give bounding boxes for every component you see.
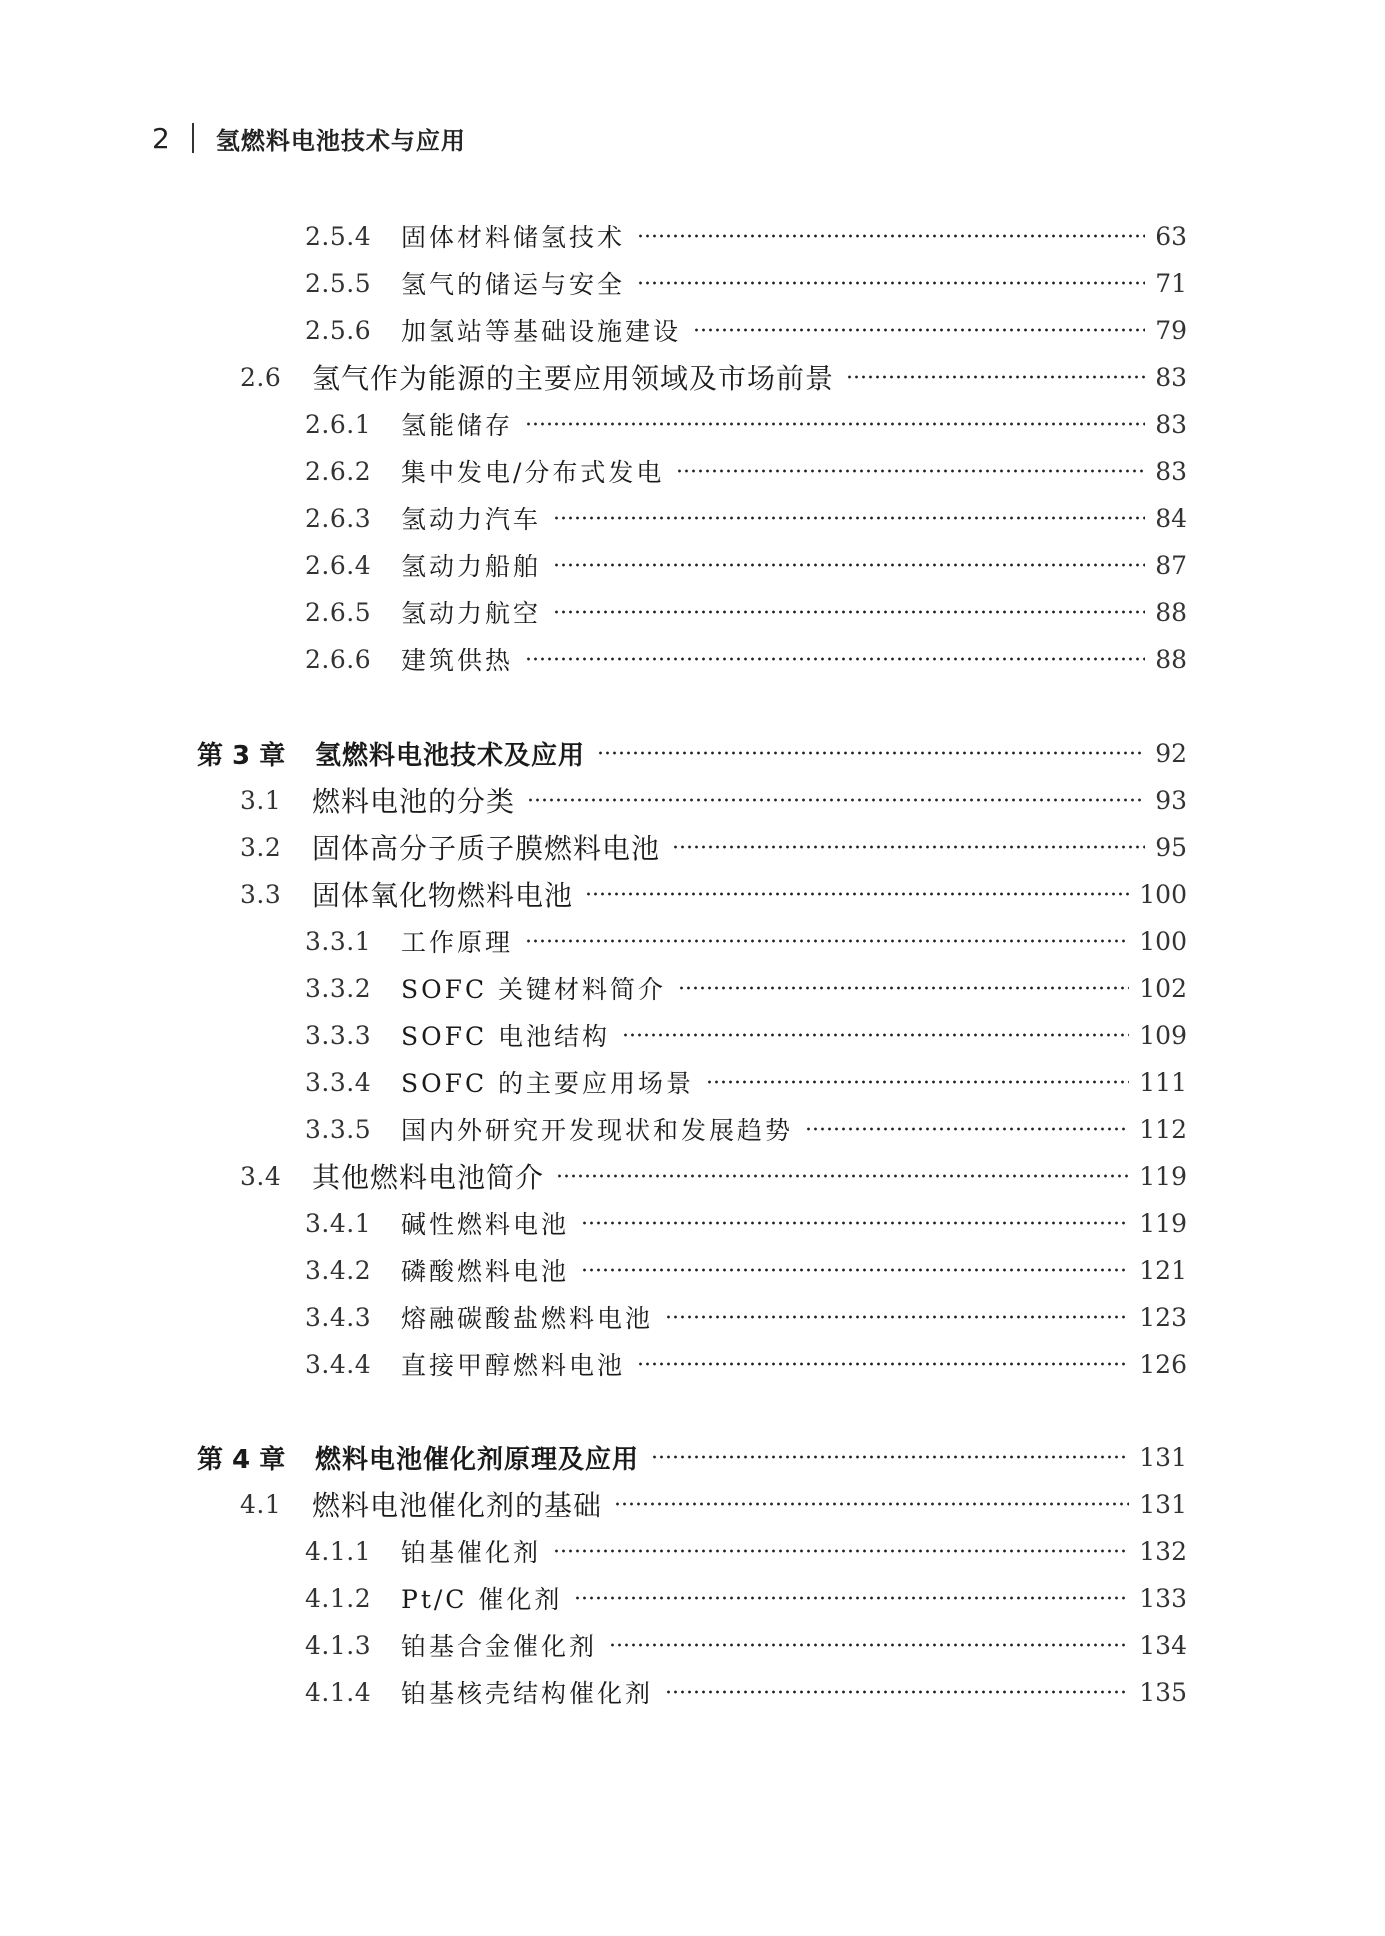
toc-entry-page: 135 [1139,1677,1187,1707]
toc-entry-page: 79 [1155,315,1187,345]
toc-entry-number: 2.5.4 [305,221,372,251]
dot-leader [525,656,1145,662]
toc-entry-number: 2.6.4 [305,550,372,580]
toc-entry-page: 93 [1155,785,1187,815]
running-header [152,118,466,158]
toc-entry-title: Pt/C 催化剂 [401,1585,563,1614]
toc-subsection-entry [305,968,1187,1008]
toc-section-entry [240,874,1187,914]
dot-leader [678,985,1129,991]
toc-entry-number: 4.1.2 [305,1583,372,1613]
toc-section-entry [240,1156,1187,1196]
toc-entry-page: 133 [1139,1583,1187,1613]
toc-entry-page: 87 [1155,550,1187,580]
toc-entry-page: 83 [1155,456,1187,486]
toc-entry-title: SOFC 电池结构 [401,1022,611,1051]
dot-leader [637,233,1145,239]
toc-entry-number: 第 3 章 [197,740,286,771]
toc-subsection-entry [305,498,1187,538]
dot-leader [651,1454,1129,1460]
toc-section-entry [240,827,1187,867]
dot-leader [637,1361,1129,1367]
toc-entry-page: 134 [1139,1630,1187,1660]
toc-entry-page: 112 [1139,1114,1187,1144]
toc-subsection-entry [305,1062,1187,1102]
toc-entry-page: 121 [1139,1255,1187,1285]
dot-leader [706,1079,1129,1085]
toc-entry-title: SOFC 关键材料简介 [401,975,667,1004]
toc-entry-number: 3.1 [240,785,282,815]
toc-entry-number: 3.3.3 [305,1020,372,1050]
toc-entry-number: 3.3 [240,879,282,909]
toc-subsection-entry [305,1672,1187,1712]
dot-leader [637,280,1145,286]
toc-entry-title: 固体材料储氢技术 [401,223,626,252]
toc-entry-title: 铂基核壳结构催化剂 [401,1679,654,1708]
toc-subsection-entry [305,451,1187,491]
toc-section-entry [240,357,1187,397]
toc-entry-number: 3.4.1 [305,1208,372,1238]
toc-section-entry [240,780,1187,820]
toc-entry-title: 熔融碳酸盐燃料电池 [401,1304,654,1333]
toc-entry-page: 100 [1139,926,1187,956]
toc-entry-number: 2.6.3 [305,503,372,533]
dot-leader [622,1032,1129,1038]
toc-entry-page: 126 [1139,1349,1187,1379]
toc-subsection-entry [305,310,1187,350]
toc-entry-title: 铂基合金催化剂 [401,1632,598,1661]
toc-entry-number: 3.3.2 [305,973,372,1003]
toc-entry-title: 建筑供热 [401,646,514,675]
dot-leader [665,1689,1129,1695]
toc-entry-title: 氢动力航空 [401,599,542,628]
dot-leader [527,797,1145,803]
toc-entry-number: 3.3.5 [305,1114,372,1144]
toc-entry-title: 燃料电池催化剂原理及应用 [315,1444,640,1475]
toc-entry-page: 131 [1139,1442,1187,1472]
toc-entry-number: 4.1.4 [305,1677,372,1707]
book-title: 氢燃料电池技术与应用 [215,126,466,155]
toc-entry-number: 2.6.6 [305,644,372,674]
toc-entry-title: 固体高分子质子膜燃料电池 [312,832,661,865]
toc-entry-title: 氢燃料电池技术及应用 [315,740,586,771]
dot-leader [556,1173,1129,1179]
toc-entry-title: 工作原理 [401,928,514,957]
page-number: 2 [152,121,170,155]
toc-entry-title: 氢动力船舶 [401,552,542,581]
toc-entry-page: 132 [1139,1536,1187,1566]
toc-subsection-entry [305,639,1187,679]
toc-entry-page: 95 [1155,832,1187,862]
toc-entry-page: 111 [1139,1067,1187,1097]
dot-leader [665,1314,1129,1320]
toc-entry-page: 131 [1139,1489,1187,1519]
dot-leader [525,938,1129,944]
toc-chapter-entry [197,733,1187,773]
toc-subsection-entry [305,545,1187,585]
toc-entry-page: 102 [1139,973,1187,1003]
toc-entry-page: 88 [1155,597,1187,627]
toc-entry-number: 3.3.1 [305,926,372,956]
dot-leader [574,1595,1129,1601]
toc-entry-number: 2.5.6 [305,315,372,345]
toc-entry-page: 83 [1155,362,1187,392]
toc-entry-page: 123 [1139,1302,1187,1332]
dot-leader [553,515,1145,521]
toc-entry-title: 其他燃料电池简介 [312,1161,545,1194]
dot-leader [553,562,1145,568]
toc-entry-page: 84 [1155,503,1187,533]
dot-leader [553,1548,1129,1554]
dot-leader [672,844,1145,850]
dot-leader [553,609,1145,615]
toc-entry-page: 92 [1155,738,1187,768]
toc-subsection-entry [305,1531,1187,1571]
toc-subsection-entry [305,1344,1187,1384]
dot-leader [846,374,1145,380]
toc-entry-number: 3.4 [240,1161,282,1191]
toc-entry-number: 4.1 [240,1489,282,1519]
dot-leader [581,1220,1129,1226]
dot-leader [581,1267,1129,1273]
header-divider [192,123,194,153]
dot-leader [693,327,1145,333]
toc-entry-number: 4.1.1 [305,1536,372,1566]
toc-entry-title: 燃料电池的分类 [312,785,516,818]
dot-leader [614,1501,1129,1507]
toc-entry-title: 国内外研究开发现状和发展趋势 [401,1116,794,1145]
toc-entry-number: 2.6.5 [305,597,372,627]
toc-subsection-entry [305,1203,1187,1243]
toc-subsection-entry [305,1625,1187,1665]
toc-entry-page: 88 [1155,644,1187,674]
toc-entry-title: 加氢站等基础设施建设 [401,317,682,346]
toc-entry-page: 119 [1139,1161,1187,1191]
toc-entry-title: 燃料电池催化剂的基础 [312,1489,603,1522]
toc-subsection-entry [305,592,1187,632]
dot-leader [676,468,1145,474]
toc-entry-page: 100 [1139,879,1187,909]
toc-entry-number: 3.2 [240,832,282,862]
toc-entry-title: 氢气作为能源的主要应用领域及市场前景 [312,362,835,395]
toc-subsection-entry [305,216,1187,256]
toc-entry-number: 第 4 章 [197,1444,286,1475]
toc-entry-title: 固体氧化物燃料电池 [312,879,574,912]
toc-subsection-entry [305,921,1187,961]
toc-entry-title: 碱性燃料电池 [401,1210,570,1239]
toc-subsection-entry [305,1250,1187,1290]
toc-subsection-entry [305,1578,1187,1618]
dot-leader [525,421,1145,427]
toc-chapter-entry [197,1437,1187,1477]
toc-entry-title: 直接甲醇燃料电池 [401,1351,626,1380]
toc-entry-number: 3.3.4 [305,1067,372,1097]
toc-section-entry [240,1484,1187,1524]
toc-entry-page: 71 [1155,268,1187,298]
toc-subsection-entry [305,263,1187,303]
toc-entry-number: 2.6 [240,362,282,392]
toc-entry-number: 2.6.2 [305,456,372,486]
dot-leader [585,891,1129,897]
toc-entry-number: 2.5.5 [305,268,372,298]
toc-entry-title: 氢动力汽车 [401,505,542,534]
toc-entry-title: 集中发电/分布式发电 [401,458,665,487]
toc-entry-number: 3.4.2 [305,1255,372,1285]
toc-entry-title: 铂基催化剂 [401,1538,542,1567]
toc-entry-page: 109 [1139,1020,1187,1050]
toc-entry-number: 4.1.3 [305,1630,372,1660]
dot-leader [609,1642,1129,1648]
toc-entry-number: 3.4.4 [305,1349,372,1379]
dot-leader [805,1126,1129,1132]
toc-subsection-entry [305,1015,1187,1055]
toc-entry-title: 磷酸燃料电池 [401,1257,570,1286]
toc-entry-page: 83 [1155,409,1187,439]
toc-subsection-entry [305,1109,1187,1149]
toc-entry-title: 氢气的储运与安全 [401,270,626,299]
toc-entry-number: 3.4.3 [305,1302,372,1332]
toc-subsection-entry [305,1297,1187,1337]
toc-subsection-entry [305,404,1187,444]
dot-leader [597,750,1145,756]
toc-entry-title: SOFC 的主要应用场景 [401,1069,695,1098]
toc-entry-number: 2.6.1 [305,409,372,439]
toc-entry-title: 氢能储存 [401,411,514,440]
toc-entry-page: 119 [1139,1208,1187,1238]
toc-entry-page: 63 [1155,221,1187,251]
